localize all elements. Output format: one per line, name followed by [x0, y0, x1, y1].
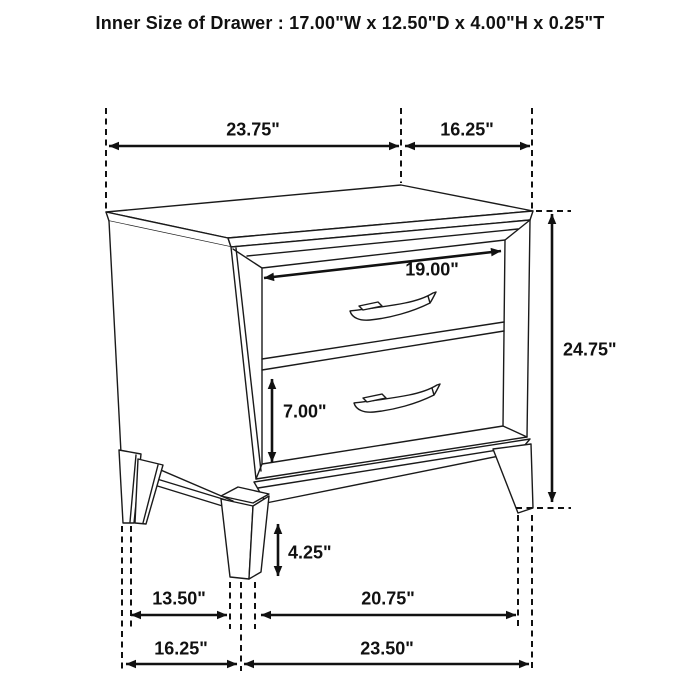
dim-drawer-width-label: 19.00" — [405, 259, 459, 280]
dim-top-width-label: 23.75" — [226, 119, 280, 140]
front-face-frame — [231, 220, 530, 479]
dim-drawer-face-height-label: 7.00" — [283, 401, 327, 422]
dim-top-depth-label: 16.25" — [440, 119, 494, 140]
dim-leg-spacing-front-label: 20.75" — [361, 588, 415, 609]
diagram-title: Inner Size of Drawer : 17.00"W x 12.50"D x 4.00"H x 0.25"T — [95, 13, 605, 33]
right-leg — [493, 444, 533, 513]
dim-base-depth-label: 16.25" — [154, 638, 208, 659]
dim-leg-spacing-side-label: 13.50" — [152, 588, 206, 609]
dim-leg-height-label: 4.25" — [288, 542, 332, 563]
front-leg — [221, 487, 269, 579]
front-left-leg — [135, 459, 163, 524]
dim-overall-height-label: 24.75" — [563, 339, 617, 360]
dim-base-width-label: 23.50" — [360, 638, 414, 659]
